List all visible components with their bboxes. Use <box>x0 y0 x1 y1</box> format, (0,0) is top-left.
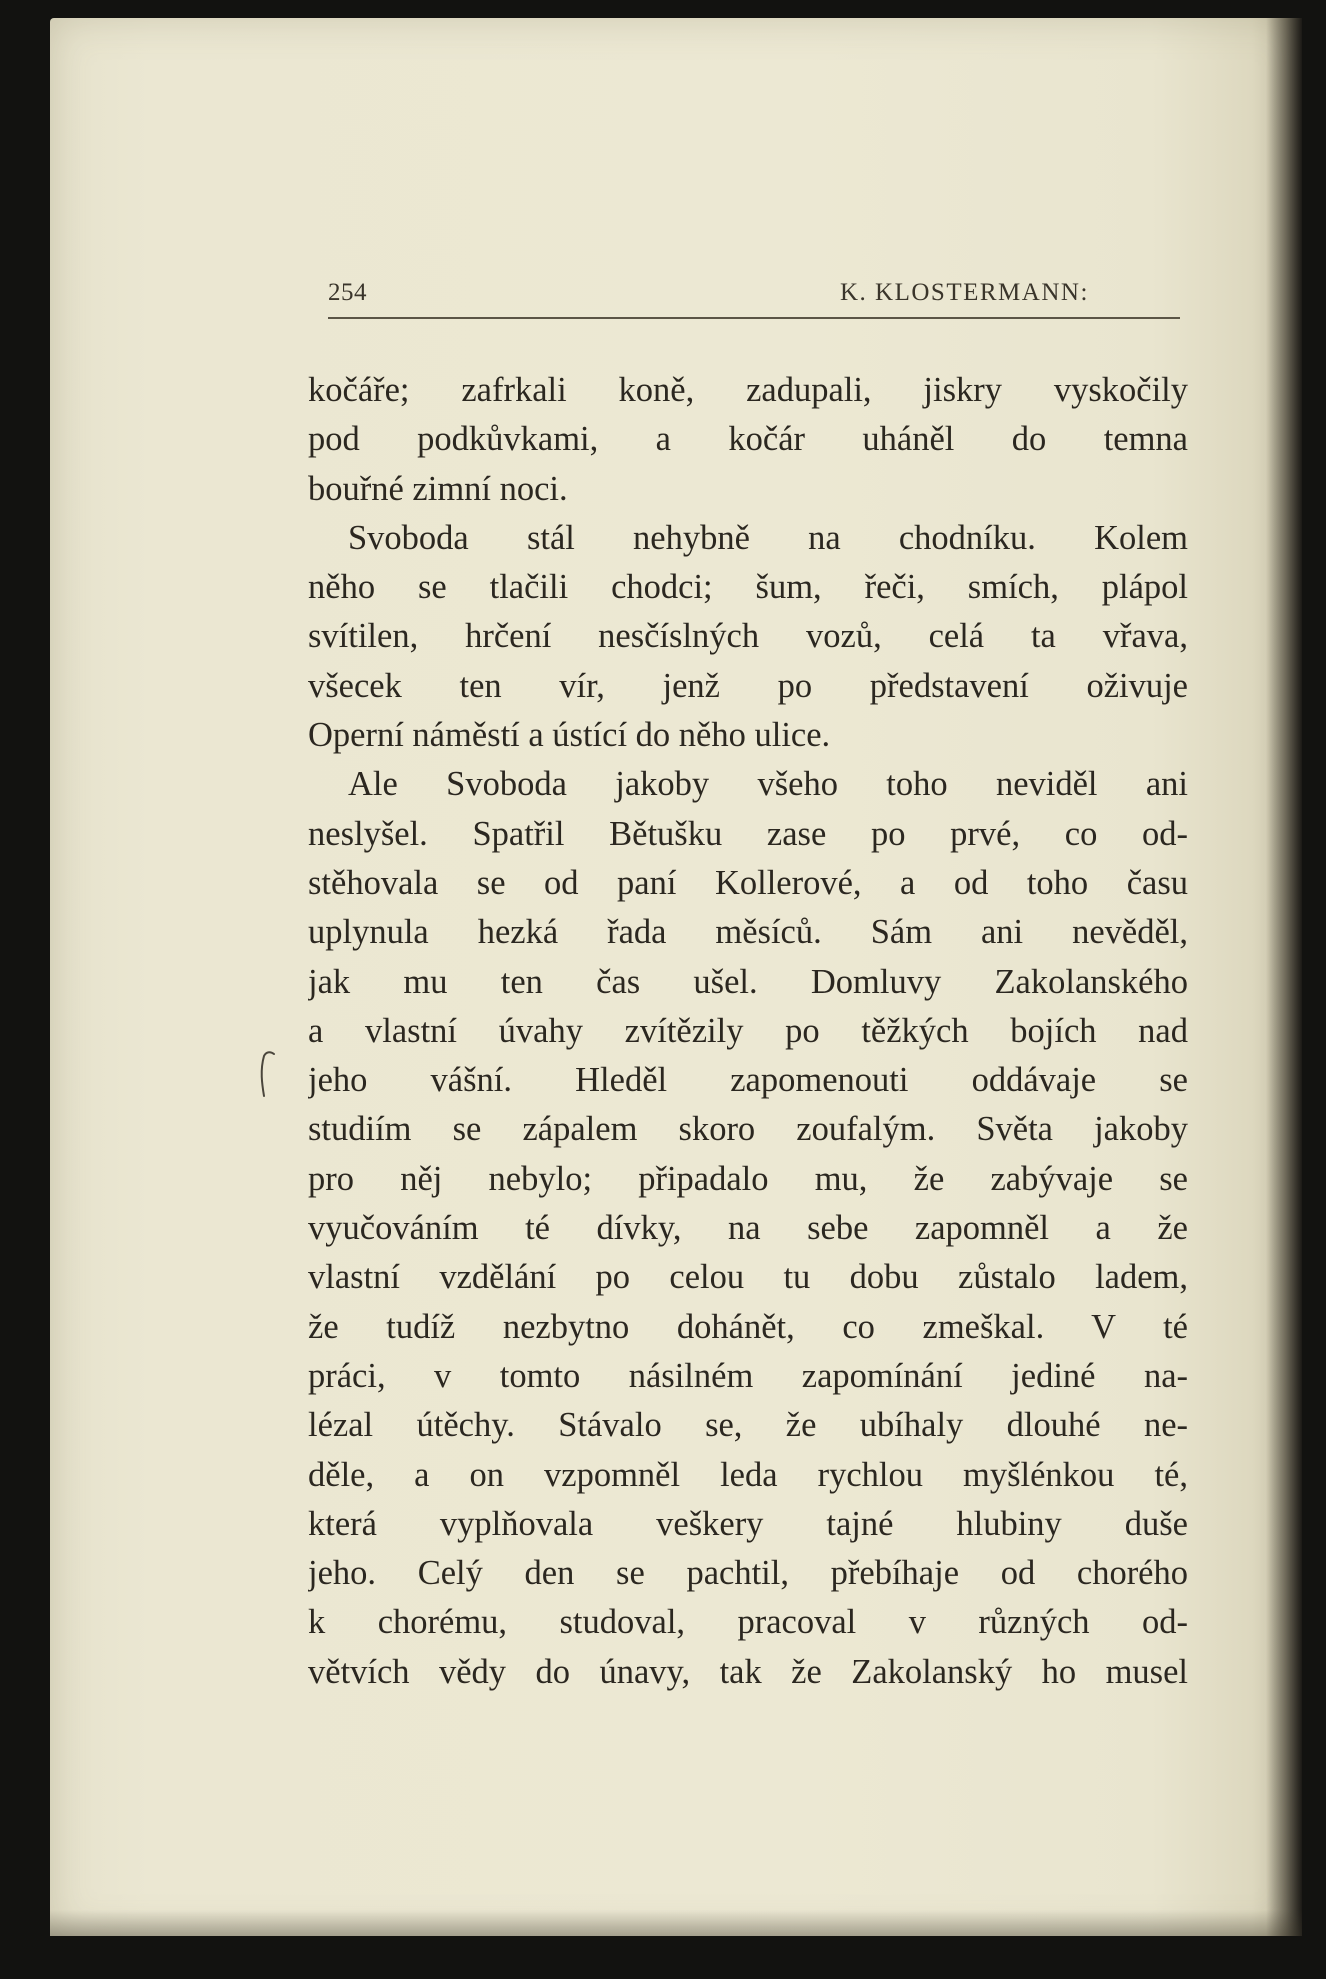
paper-page <box>50 18 1302 1936</box>
text-line: která vyplňovala veškery tajné hlubiny duše <box>308 1504 1188 1543</box>
text-line: kočáře; zafrkali koně, zadupali, jiskry vyskočily <box>308 371 1188 409</box>
text-line: svítilen, hrčení nesčíslných vozů, celá ta vřava, <box>308 617 1188 656</box>
text-line: bouřné zimní noci. <box>308 469 568 508</box>
page-number: 254 <box>328 279 367 306</box>
text-line: něho se tlačili chodci; šum, řeči, smích, plápol <box>308 568 1188 607</box>
text-line: že tudíž nezbytno dohánět, co zmeškal. V té <box>308 1307 1188 1346</box>
text-line: lézal útěchy. Stávalo se, že ubíhaly dlouhé ne- <box>308 1406 1188 1445</box>
page-bottom-shadow <box>50 1910 1302 1936</box>
text-line: vlastní vzdělání po celou tu dobu zůstalo ladem, <box>308 1258 1188 1297</box>
page-gutter-shadow <box>1266 18 1302 1936</box>
text-line: pod podkůvkami, a kočár uháněl do temna <box>308 420 1188 459</box>
text-line: neslyšel. Spatřil Bětušku zase po prvé, co od- <box>308 814 1188 853</box>
text-line: uplynula hezká řada měsíců. Sám ani nevěděl, <box>308 913 1188 952</box>
text-line: studiím se zápalem skoro zoufalým. Světa jakoby <box>308 1110 1188 1149</box>
body-text <box>308 366 1188 1697</box>
text-line: stěhovala se od paní Kollerové, a od toho času <box>308 863 1188 902</box>
text-line: k chorému, studoval, pracoval v různých od- <box>308 1603 1188 1642</box>
text-line: Ale Svoboda jakoby všeho toho neviděl ani <box>348 765 1188 804</box>
header-author: K. KLOSTERMANN: <box>840 279 1089 306</box>
text-line: a vlastní úvahy zvítězily po těžkých bojích nad <box>308 1011 1188 1050</box>
text-line: jeho. Celý den se pachtil, přebíhaje od chorého <box>308 1554 1188 1593</box>
text-line: pro něj nebylo; připadalo mu, že zabývaje se <box>308 1159 1188 1198</box>
text-line: práci, v tomto násilném zapomínání jediné na- <box>308 1356 1188 1395</box>
text-line: vyučováním té dívky, na sebe zapomněl a že <box>308 1209 1188 1248</box>
running-head <box>280 277 1180 321</box>
text-line: děle, a on vzpomněl leda rychlou myšlénkou té, <box>308 1455 1188 1494</box>
text-line: jeho vášní. Hleděl zapomenouti oddávaje se <box>308 1061 1188 1100</box>
text-line: jak mu ten čas ušel. Domluvy Zakolanského <box>308 962 1188 1001</box>
text-line: Operní náměstí a ústící do něho ulice. <box>308 716 831 755</box>
text-line: všecek ten vír, jenž po představení oživuje <box>308 666 1188 705</box>
pencil-mark-icon <box>250 1048 280 1098</box>
text-line: Svoboda stál nehybně na chodníku. Kolem <box>348 518 1188 557</box>
text-line: větvích vědy do únavy, tak že Zakolanský ho musel <box>308 1652 1188 1691</box>
header-rule <box>328 317 1180 319</box>
